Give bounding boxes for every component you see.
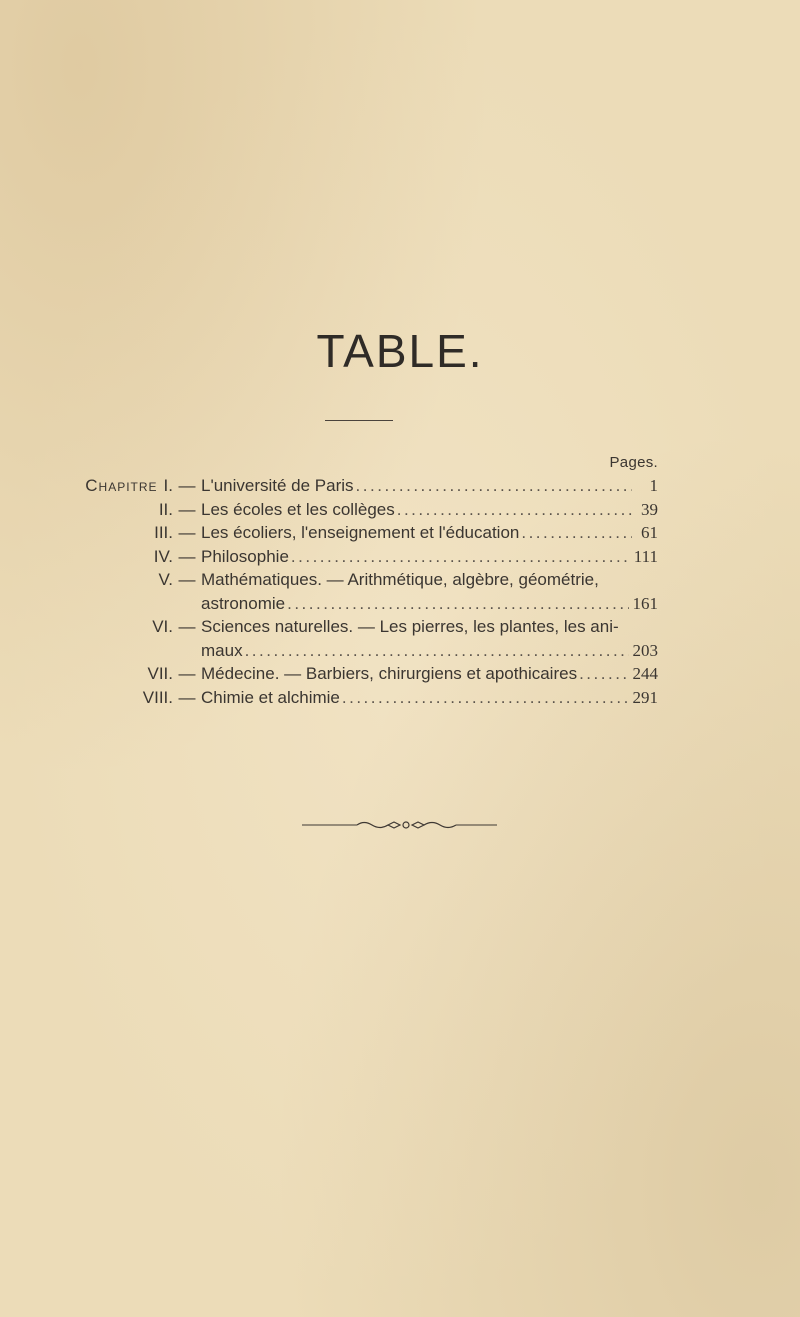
- entry-title: Mathématiques. — Arithmétique, algèbre, géométrie,: [201, 570, 599, 589]
- chapter-number: VIII.: [142, 687, 173, 707]
- toc-entry-8: [60, 686, 658, 710]
- entry-dash: —: [178, 476, 196, 495]
- entry-dash: —: [178, 687, 196, 707]
- entry-title: Philosophie: [201, 546, 289, 566]
- leader-dots: [287, 592, 628, 616]
- entry-dash: —: [178, 617, 196, 636]
- toc-entry-2: [60, 498, 658, 522]
- table-of-contents: [60, 452, 658, 709]
- leader-dots: [521, 521, 632, 545]
- entry-title: Les écoliers, l'enseignement et l'éducation: [201, 523, 520, 542]
- chapter-word: Chapitre: [85, 476, 158, 495]
- toc-entry-6: [60, 615, 658, 639]
- leader-dots: [579, 662, 628, 686]
- page-number: 1: [649, 476, 658, 495]
- leader-dots: [245, 639, 629, 663]
- entry-title-continuation: maux: [201, 640, 243, 660]
- title-rule: [325, 420, 393, 421]
- toc-entry-5: [60, 568, 658, 592]
- entry-title: Médecine. — Barbiers, chirurgiens et apothicaires: [201, 664, 578, 683]
- page-title: TABLE.: [316, 325, 484, 377]
- chapter-number: III.: [154, 523, 173, 542]
- entry-title: Sciences naturelles. — Les pierres, les plantes, les ani-: [201, 617, 619, 636]
- toc-entry-3: [60, 521, 658, 545]
- entry-title: Les écoles et les collèges: [201, 499, 395, 519]
- page-number: 111: [633, 546, 658, 566]
- chapter-number: VI.: [152, 617, 173, 636]
- entry-dash: —: [178, 570, 196, 589]
- toc-entry-6-continuation: [60, 639, 658, 663]
- page-number: 203: [632, 640, 658, 660]
- leader-dots: [291, 545, 630, 569]
- entry-dash: —: [178, 523, 196, 542]
- entry-title-continuation: astronomie: [201, 593, 286, 613]
- chapter-number: VII.: [147, 664, 173, 683]
- page-number: 39: [641, 499, 658, 519]
- entry-title: Chimie et alchimie: [201, 687, 340, 707]
- chapter-number: I.: [163, 476, 173, 495]
- page-number: 61: [641, 523, 658, 542]
- toc-entry-7: [60, 662, 658, 686]
- entry-dash: —: [178, 546, 196, 566]
- toc-entry-1: [60, 474, 658, 498]
- page-number: 161: [632, 593, 658, 613]
- toc-entry-4: [60, 545, 658, 569]
- page-number: 291: [632, 687, 658, 707]
- page-number: 244: [632, 664, 658, 683]
- chapter-number: II.: [158, 499, 173, 519]
- entry-title: L'université de Paris: [201, 476, 354, 495]
- leader-dots: [356, 474, 632, 498]
- pages-column-header: Pages.: [609, 454, 658, 471]
- end-ornament: [302, 818, 497, 832]
- entry-dash: —: [178, 499, 196, 519]
- leader-dots: [397, 498, 632, 522]
- entry-dash: —: [178, 664, 196, 683]
- chapter-number: V.: [158, 570, 173, 589]
- leader-dots: [342, 686, 629, 710]
- chapter-number: IV.: [153, 546, 173, 566]
- toc-entry-5-continuation: [60, 592, 658, 616]
